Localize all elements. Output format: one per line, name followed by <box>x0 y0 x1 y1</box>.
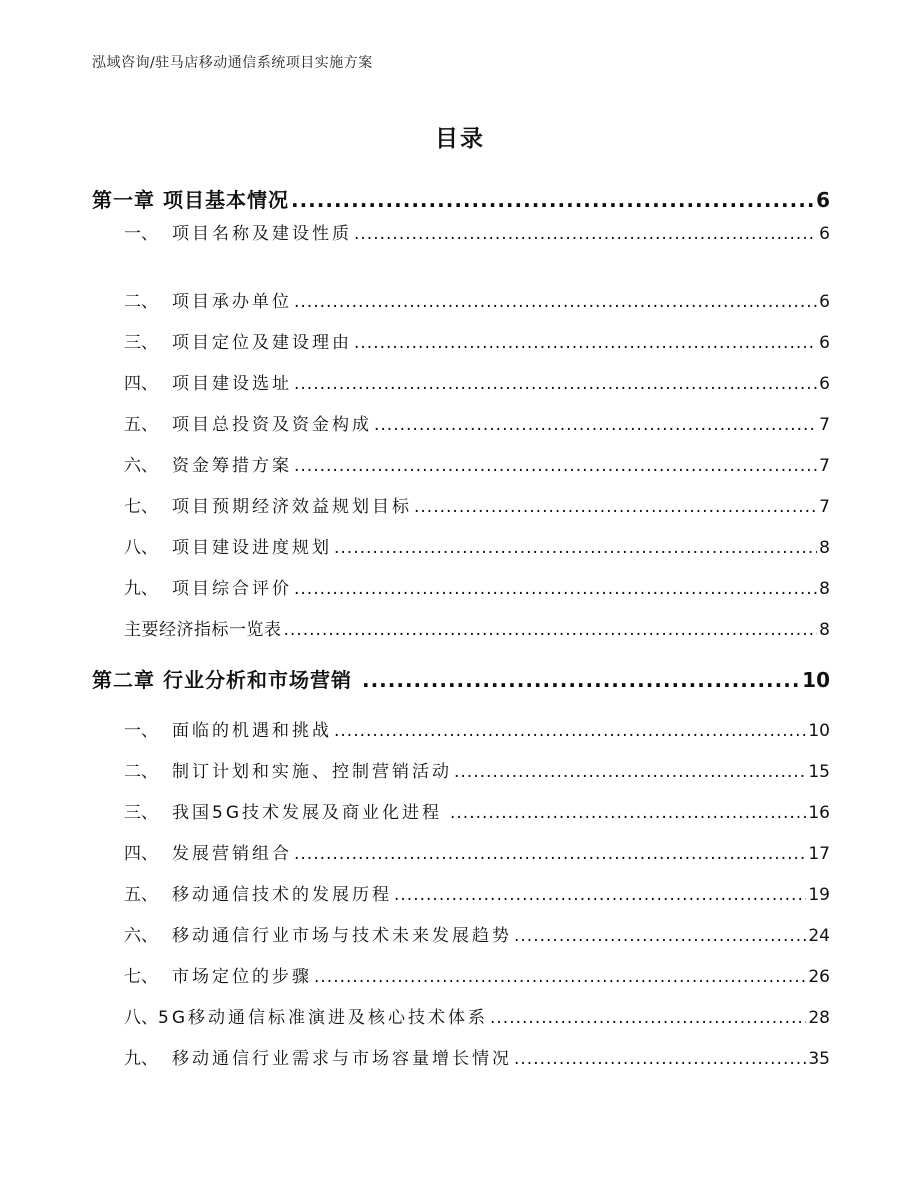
page-number: 8 <box>819 579 830 599</box>
section-title: 移动通信技术的发展历程 <box>172 885 392 905</box>
dot-leader <box>294 844 806 864</box>
page-number: 6 <box>816 188 830 212</box>
toc-entry[interactable] <box>124 219 830 244</box>
section-number: 九、 <box>124 1049 158 1069</box>
toc-entry[interactable] <box>124 839 830 864</box>
section-title: 项目综合评价 <box>172 579 292 599</box>
section-title: 发展营销组合 <box>172 844 292 864</box>
page-number: 10 <box>802 668 830 692</box>
toc-entry[interactable] <box>124 287 830 312</box>
section-number: 四、 <box>124 374 158 394</box>
dot-leader <box>294 374 817 394</box>
page-number: 10 <box>808 721 830 741</box>
dot-leader <box>514 1049 806 1069</box>
section-title: 制订计划和实施、控制营销活动 <box>172 762 452 782</box>
dot-leader <box>291 188 814 212</box>
section-title: 主要经济指标一览表 <box>124 620 282 640</box>
toc-entry[interactable] <box>124 1044 830 1069</box>
page-number: 28 <box>808 1008 830 1028</box>
toc-entry[interactable] <box>124 492 830 517</box>
page-number: 6 <box>819 292 830 312</box>
section-title: 项目预期经济效益规划目标 <box>172 497 412 517</box>
section-number: 六、 <box>124 926 158 946</box>
section-title: 市场定位的步骤 <box>172 967 312 987</box>
section-number: 八、 <box>124 1008 158 1028</box>
toc-entry[interactable] <box>124 716 830 741</box>
toc-chapter-1[interactable] <box>92 184 830 213</box>
section-title: 项目名称及建设性质 <box>172 224 352 244</box>
page-number: 6 <box>819 333 830 353</box>
section-number: 三、 <box>124 803 158 823</box>
dot-leader <box>514 926 806 946</box>
section-number: 二、 <box>124 292 158 312</box>
section-title: 5G移动通信标准演进及核心技术体系 <box>158 1008 488 1028</box>
dot-leader <box>354 224 817 244</box>
section-number: 八、 <box>124 538 158 558</box>
page-number: 8 <box>819 620 830 640</box>
dot-leader <box>294 292 817 312</box>
chapter-label: 第二章 行业分析和市场营销 <box>92 668 352 692</box>
section-title: 项目承办单位 <box>172 292 292 312</box>
page-number: 26 <box>808 967 830 987</box>
toc-entry[interactable] <box>124 451 830 476</box>
dot-leader <box>294 456 817 476</box>
section-number: 一、 <box>124 224 158 244</box>
section-title: 项目建设进度规划 <box>172 538 332 558</box>
header-divider <box>92 78 828 79</box>
section-title: 面临的机遇和挑战 <box>172 721 332 741</box>
toc-entry[interactable] <box>124 921 830 946</box>
running-header: 泓域咨询/驻马店移动通信系统项目实施方案 <box>92 55 373 71</box>
page-number: 7 <box>819 456 830 476</box>
toc-title: 目录 <box>435 126 485 152</box>
dot-leader <box>450 803 806 823</box>
page-number: 7 <box>819 415 830 435</box>
toc-entry[interactable] <box>124 369 830 394</box>
dot-leader <box>294 579 817 599</box>
dot-leader <box>314 967 806 987</box>
page-number: 16 <box>808 803 830 823</box>
dot-leader <box>354 333 817 353</box>
section-number: 三、 <box>124 333 158 353</box>
section-title: 资金筹措方案 <box>172 456 292 476</box>
section-title: 我国5G技术发展及商业化进程 <box>172 803 442 823</box>
toc-entry[interactable] <box>124 533 830 558</box>
dot-leader <box>334 538 817 558</box>
section-title: 项目总投资及资金构成 <box>172 415 372 435</box>
page-number: 6 <box>819 374 830 394</box>
section-number: 二、 <box>124 762 158 782</box>
chapter-label: 第一章 项目基本情况 <box>92 188 289 212</box>
section-title: 项目定位及建设理由 <box>172 333 352 353</box>
section-number: 五、 <box>124 415 158 435</box>
dot-leader <box>284 620 818 640</box>
toc-entry[interactable] <box>124 328 830 353</box>
toc-entry[interactable] <box>124 574 830 599</box>
dot-leader <box>334 721 806 741</box>
dot-leader <box>362 668 800 692</box>
dot-leader <box>490 1008 806 1028</box>
section-title: 项目建设选址 <box>172 374 292 394</box>
dot-leader <box>374 415 817 435</box>
toc-entry[interactable] <box>124 880 830 905</box>
dot-leader <box>454 762 806 782</box>
toc-entry[interactable] <box>124 1003 830 1028</box>
section-number: 四、 <box>124 844 158 864</box>
page-number: 24 <box>808 926 830 946</box>
page-number: 19 <box>808 885 830 905</box>
page-number: 35 <box>808 1049 830 1069</box>
section-title: 移动通信行业需求与市场容量增长情况 <box>172 1049 512 1069</box>
page-number: 6 <box>819 224 830 244</box>
section-number: 七、 <box>124 497 158 517</box>
section-number: 五、 <box>124 885 158 905</box>
section-number: 七、 <box>124 967 158 987</box>
section-title: 移动通信行业市场与技术未来发展趋势 <box>172 926 512 946</box>
section-number: 六、 <box>124 456 158 476</box>
section-number: 九、 <box>124 579 158 599</box>
page-number: 8 <box>819 538 830 558</box>
toc-entry[interactable] <box>124 757 830 782</box>
toc-entry[interactable] <box>124 798 830 823</box>
page-number: 7 <box>819 497 830 517</box>
toc-entry[interactable] <box>124 615 830 640</box>
section-number: 一、 <box>124 721 158 741</box>
toc-entry[interactable] <box>124 410 830 435</box>
page-number: 17 <box>808 844 830 864</box>
dot-leader <box>394 885 806 905</box>
toc-entry[interactable] <box>124 962 830 987</box>
page-number: 15 <box>808 762 830 782</box>
dot-leader <box>414 497 817 517</box>
toc-chapter-2[interactable] <box>92 664 830 693</box>
